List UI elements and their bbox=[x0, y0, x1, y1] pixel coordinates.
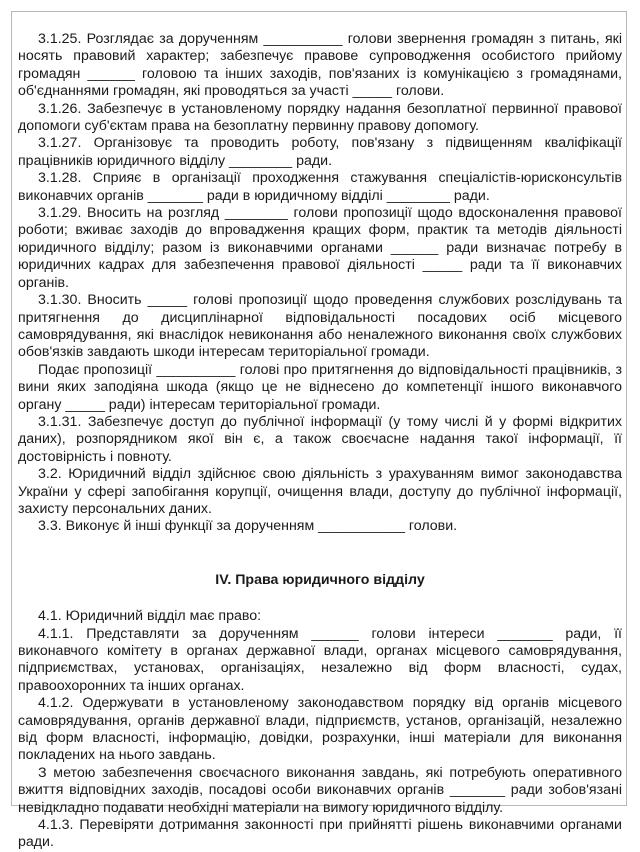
paragraph-3-1-30: 3.1.30. Вносить _____ голові пропозиції щодо проведення службових розслідувань та притягнення до дисциплінарної відповідальності посадових осіб місцевого самоврядування, які внаслідок невиконання або неналежного виконання своїх службових обов'язків завдають шкоди інтересам територіальної громади. bbox=[18, 292, 622, 361]
paragraph-3-1-29: 3.1.29. Вносить на розгляд ________ голови пропозиції щодо вдосконалення правової роботи; вживає заходів до впровадження кращих форм, практик та методів діяльності юридичного відділу; разом із виконавчими органами ______ ради визначає потребу в юридичних кадрах для забезпечення правової діяльності _____ ради та її виконавчих органів. bbox=[18, 205, 622, 291]
paragraph-3-1-26: 3.1.26. Забезпечує в установленому порядку надання безоплатної первинної правової допомоги суб'єктам права на безоплатну первинну правову допомогу. bbox=[18, 100, 622, 135]
paragraph-4-1: 4.1. Юридичний відділ має право: bbox=[38, 608, 262, 625]
paragraph-3-1-30-proposals: Подає пропозиції __________ голові про притягнення до відповідальності працівників, з вини яких заподіяна шкода (якщо це не віднесено до компетенції іншого виконавчого органу _____ ради) інтересам територіальної громади. bbox=[18, 361, 622, 413]
document-body bbox=[18, 31, 622, 852]
paragraph-4-1-2-timely: З метою забезпечення своєчасного виконання завдань, які потребують оперативного вжиття відповідних заходів, посадові особи виконавчих органів _______ ради зобов'язані невідкладно подавати необхідні матеріали на вимогу юридичного відділу. bbox=[18, 764, 622, 816]
paragraph-4-1-2: 4.1.2. Одержувати в установленому законодавством порядку від органів місцевого самоврядування, органів державної влади, підприємств, установ, організацій, незалежно від форм власності, інформацію, довідки, розрахунки, інші матеріали для виконання покладених на нього завдань. bbox=[18, 695, 622, 764]
paragraph-4-1-3: 4.1.3. Перевіряти дотримання законності при прийнятті рішень виконавчими органами ради. bbox=[18, 817, 622, 851]
paragraph-3-3: 3.3. Виконує й інші функції за дорученням ___________ голови. bbox=[38, 518, 458, 535]
paragraph-3-1-31: 3.1.31. Забезпечує доступ до публічної інформації (у тому числі й у формі відкритих даних), розпорядником якої він є, а також своєчасне надання такої інформації, її достовірність і повноту. bbox=[18, 413, 622, 465]
paragraph-3-1-28: 3.1.28. Сприяє в організації проходження стажування спеціалістів-юрисконсультів виконавчих органів _______ ради в юридичному відділі ________ ради. bbox=[18, 170, 622, 204]
paragraph-4-1-1: 4.1.1. Представляти за дорученням ______ голови інтереси _______ ради, її виконавчого комітету в органах державної влади, органах місцевого самоврядування, підприємствах, установах, організаціях, незалежно від форм власності, судах, правоохоронних та інших органах. bbox=[18, 625, 622, 694]
paragraph-3-1-27: 3.1.27. Організовує та проводить роботу, пов'язану з підвищенням кваліфікації працівників юридичного відділу ________ ради. bbox=[18, 135, 622, 169]
paragraph-3-2: 3.2. Юридичний відділ здійснює свою діяльність з урахуванням вимог законодавства України у сфері запобігання корупції, очищення влади, доступу до публічної інформації, захисту персональних даних. bbox=[18, 466, 622, 517]
paragraph-3-1-25: 3.1.25. Розглядає за дорученням __________ голови звернення громадян з питань, які носять правовий характер; забезпечує правове супроводження особистого прийому громадян ______ головою та інших заходів, пов'язаних із комунікацією з громадянами, об'єднаннями громадян, які проводяться за участі _____ голови. bbox=[18, 31, 622, 100]
section-heading: IV. Права юридичного відділу bbox=[215, 571, 425, 588]
